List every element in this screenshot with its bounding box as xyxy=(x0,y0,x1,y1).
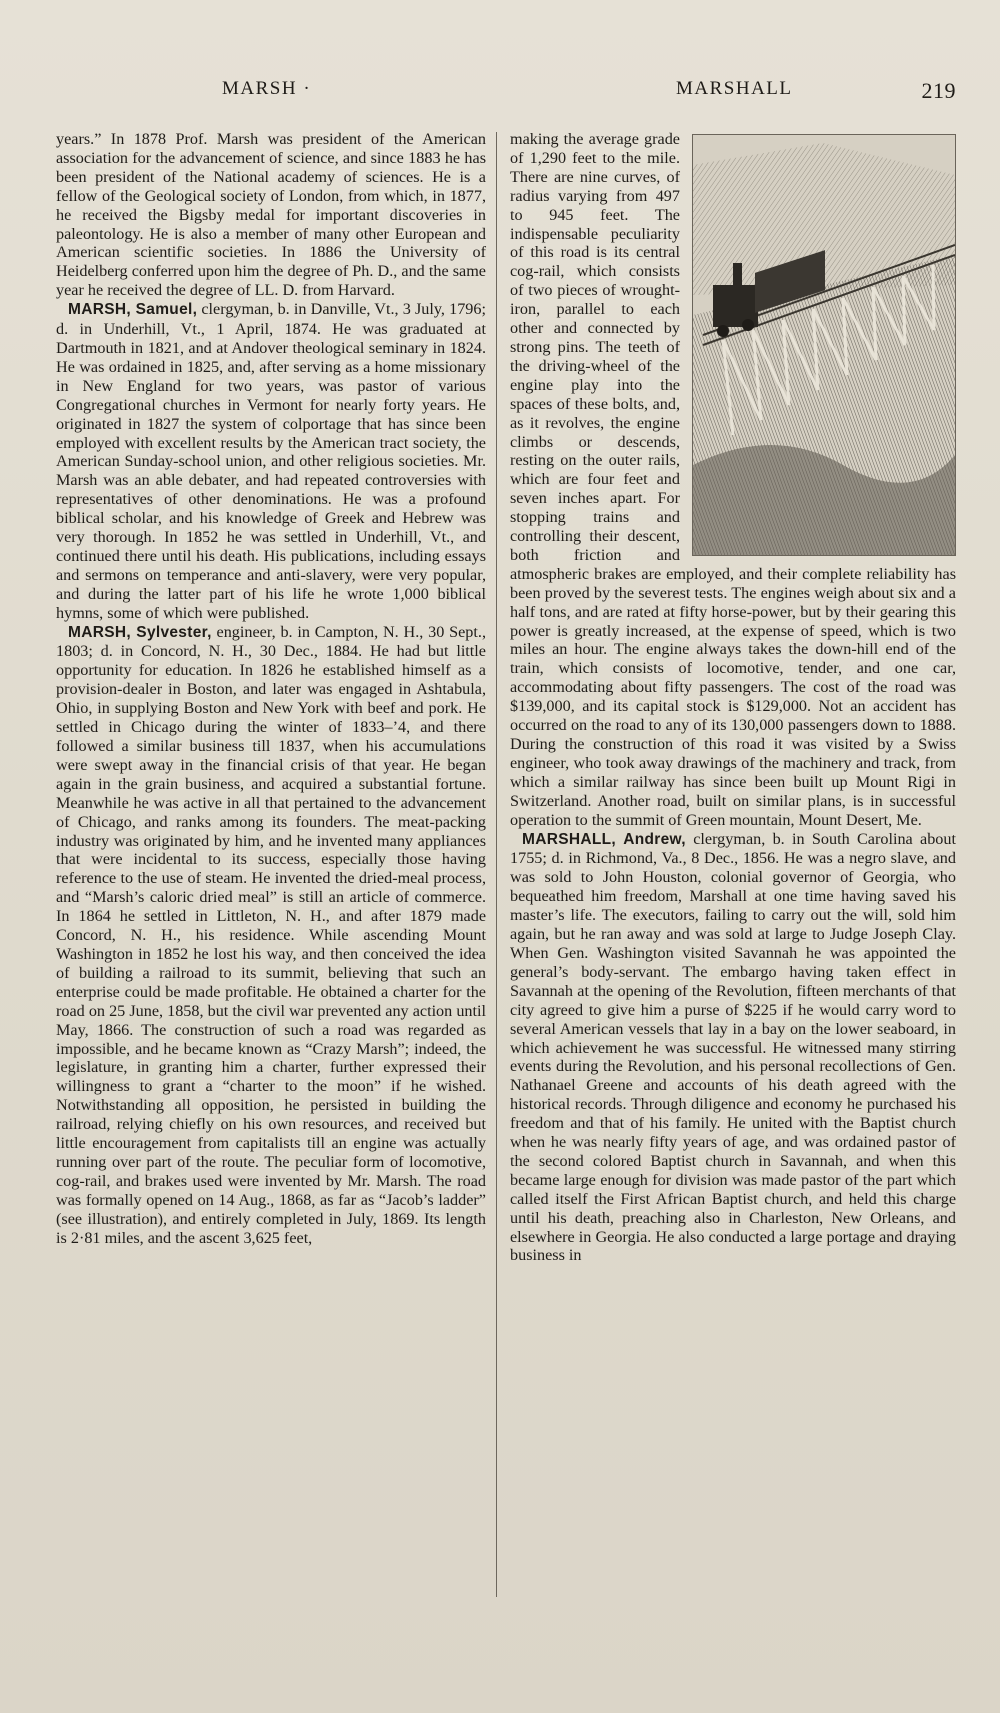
left-column xyxy=(56,130,486,1247)
header-left-term: MARSH · xyxy=(222,78,312,99)
cog-railway-engraving-icon xyxy=(693,135,955,555)
cog-railway-illustration xyxy=(692,134,956,556)
entry-marsh-sylvester xyxy=(56,623,486,1248)
running-header xyxy=(0,78,1000,108)
entry-heading: MARSHALL, Andrew, xyxy=(522,830,686,848)
entry-body: clergyman, b. in Danville, Vt., 3 July, 1796; d. in Underhill, Vt., 1 April, 1874. He was graduated at Dartmouth in 1821, and at Andover theological seminary in 1824. He was ordained in 1825, and, after serving as a home missionary in New England for two years, was pastor of various Congregational churches in Vermont for nearly forty years. He originated in 1827 the system of colportage that has since been employed with excellent results by the American tract society, the American Sunday-school union, and other religious societies. Mr. Marsh was an able debater, and had repeated controversies with representatives of other denominations. He was a profound biblical scholar, and his knowledge of Greek and Hebrew was very thorough. In 1852 he was settled in Underhill, Vt., and continued there until his death. His publications, including essays and sermons on temperance and anti-slavery, were very popular, and during the latter part of his life he wrote 1,000 biblical hymns, some of which were published. xyxy=(56,300,486,622)
entry-marsh-samuel xyxy=(56,300,486,622)
entry-heading: MARSH, Sylvester, xyxy=(68,623,212,641)
header-right-term: MARSHALL xyxy=(676,78,793,99)
column-divider xyxy=(496,132,497,1597)
marsh-sylvester-continuation xyxy=(510,130,956,830)
entry-heading: MARSH, Samuel, xyxy=(68,301,198,319)
page-number: 219 xyxy=(921,78,956,103)
entry-body: clergyman, b. in South Carolina about 1755; d. in Richmond, Va., 8 Dec., 1856. He was a negro slave, and was sold to John Houston, colonial governor of Georgia, who bequeathed him freedom, Marshall at one time having saved his master’s life. The executors, failing to carry out the will, sold him again, but he ran away and was sold at large to Judge Joseph Clay. When Gen. Washington visited Savannah he was appointed the general’s body-servant. The embargo having taken effect in Savannah at the opening of the Revolution, fifteen merchants of that city agreed to give him a purse of $225 if he would carry word to several American vessels that lay in a bay on the lower seaboard, in which achievement he was successful. He witnessed many stirring events during the Revolution, and his personal recollections of Gen. Nathanael Greene and accounts of his death agreed with the historical records. Through diligence and economy he purchased his freedom and that of his family. He united with the Baptist church when he was nearly fifty years of age, and was ordained pastor of the second colored Baptist church in Savannah, and when this became large enough for division was made pastor of the part which called itself the First African Baptist church, and held this charge until his death, preaching also in Charleston, New Orleans, and elsewhere in Georgia. He also conducted a large portage and draying business in xyxy=(510,829,956,1265)
entry-body: engineer, b. in Campton, N. H., 30 Sept., 1803; d. in Concord, N. H., 30 Dec., 1884. He had but little opportunity for education. In 1826 he established himself as a provision-dealer in Boston, and later was engaged in Ashtabula, Ohio, in supplying Boston and New York with beef and pork. He settled in Chicago during the winter of 1833–’4, and there followed a similar business till 1837, when his accumulations were swept away in the financial crisis of that year. He began again in the grain business, and acquired a substantial fortune. Meanwhile he was active in all that pertained to the advancement of Chicago, and ranks among its founders. The meat-packing industry was originated by him, and he invented many appliances that were incidental to its success, especially those having reference to the use of steam. He invented the dried-meal process, and “Marsh’s caloric dried meal” is still an article of commerce. In 1864 he settled in Littleton, N. H., and after 1879 made Concord, N. H., his residence. While ascending Mount Washington in 1852 he lost his way, and then conceived the idea of building a railroad to its summit, believing that such an enterprise could be made profitable. He obtained a charter for the road on 25 June, 1858, but the civil war prevented any action until May, 1866. The construction of such a road was regarded as impossible, and he became known as “Crazy Marsh”; indeed, the legislature, in granting him a charter, further expressed their willingness to grant a “charter to the moon” if he wished. Notwithstanding all opposition, he persisted in building the railroad, relying chiefly on his own resources, and received but little encouragement from capitalists till an engine was actually running over part of the route. The peculiar form of locomotive, cog-rail, and brakes used were invented by Mr. Marsh. The road was formally opened on 14 Aug., 1868, as far as “Jacob’s ladder” (see illustration), and entirely completed in July, 1869. Its length is 2·81 miles, and the ascent 3,625 feet, xyxy=(56,622,486,1247)
marsh-othniel-continuation: years.” In 1878 Prof. Marsh was president of the American association for the advancement of science, and since 1883 he has been president of the National academy of sciences. He is a fellow of the Geological society of London, from which, in 1877, he received the Bigsby medal for important discoveries in paleontology. He is also a member of many other European and American scientific societies. In 1886 the University of Heidelberg conferred upon him the degree of Ph. D., and the same year he received the degree of LL. D. from Harvard. xyxy=(56,130,486,300)
paragraph-text: making the average grade of 1,290 feet to the mile. There are nine curves, of radius varying from 497 to 945 feet. The indispensable peculiarity of this road is its central cog-rail, which consists of two pieces of wrought-iron, parallel to each other and connected by strong pins. The teeth of the driving-wheel of the engine play into the spaces of these bolts, and, as it revolves, the engine climbs or descends, resting on the outer rails, which are four feet and seven inches apart. For stopping trains and controlling their descent, both friction and atmospheric brakes are employed, and their complete reliability has been proved by the severest tests. The engines weigh about six and a half tons, and are rated at fifty horse-power, but by their gearing this power is greatly increased, at the expense of speed, which is two miles an hour. The engine always takes the down-hill end of the train, which consists of locomotive, tender, and one car, accommodating about fifty passengers. The cost of the road was $139,000, and its capital stock is $129,000. Not an accident has occurred on the road to any of its 130,000 passengers down to 1888. During the construction of this road it was visited by a Swiss engineer, who took away drawings of the machinery and track, from which a similar railway has since been built up Mount Rigi in Switzerland. Another road, built on similar plans, is in successful operation to the summit of Green mountain, Mount Desert, Me. xyxy=(510,130,956,829)
entry-marshall-andrew xyxy=(510,830,956,1266)
right-column xyxy=(510,130,956,1265)
